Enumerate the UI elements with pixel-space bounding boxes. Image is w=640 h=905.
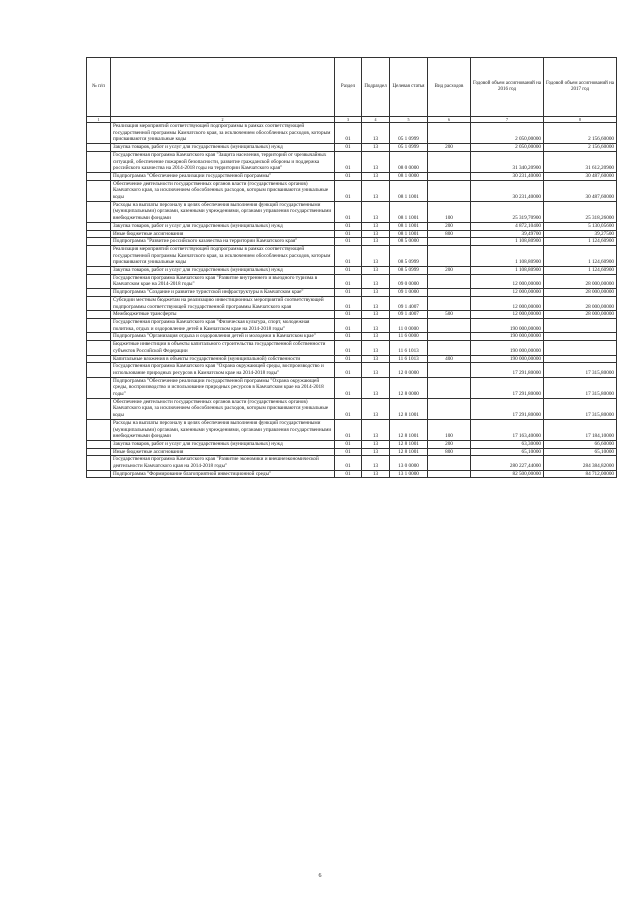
table-row	[87, 311, 617, 319]
cell-a2017: 30 487,60000	[544, 180, 617, 201]
cell-name: Подпрограмма "Формирование благоприятной инвестиционной среды"	[111, 470, 335, 478]
cell-sub: 13	[362, 180, 390, 201]
cell-a2017: 28 000,00000	[544, 296, 617, 310]
cell-a2016: 82 500,00000	[471, 470, 544, 478]
cell-name: Субсидии местным бюджетам на реализацию инвестиционных мероприятий соответствующей подпрограммы соответствующей государственной программы Камчатского края	[111, 296, 335, 310]
header-type: Вид расходов	[428, 58, 471, 117]
table-row	[87, 363, 617, 377]
cell-typ: 200	[428, 222, 471, 230]
cell-sub: 13	[362, 289, 390, 297]
cell-a2017: 25 318,26000	[544, 201, 617, 222]
cell-a2017: 28 000,00000	[544, 289, 617, 297]
cell-num	[87, 419, 111, 440]
table-row	[87, 448, 617, 456]
cell-sub: 13	[362, 151, 390, 172]
cell-sec: 01	[335, 230, 362, 238]
cell-a2017: 66,60000	[544, 440, 617, 448]
table-row	[87, 355, 617, 363]
cell-num	[87, 201, 111, 222]
cell-a2016: 1 108,80900	[471, 238, 544, 246]
cell-art: 09 1 4007	[390, 296, 428, 310]
cell-num	[87, 289, 111, 297]
table-row	[87, 267, 617, 275]
cell-name: Подпрограмма "Развитие российского казачества на территории Камчатского края"	[111, 238, 335, 246]
cell-name: Бюджетные инвестиции в объекты капитального строительства государственной собственности субъектов Российской Федерации	[111, 341, 335, 355]
cell-a2016: 63,30000	[471, 440, 544, 448]
cell-name: Подпрограмма "Организация отдыха и оздоровления детей и молодежи в Камчатском крае"	[111, 333, 335, 341]
cell-a2017	[544, 333, 617, 341]
cell-sub: 13	[362, 238, 390, 246]
cell-art: 09 1 0000	[390, 289, 428, 297]
cell-typ	[428, 296, 471, 310]
cell-a2017: 1 124,60900	[544, 267, 617, 275]
cell-typ: 100	[428, 201, 471, 222]
cell-name: Реализация мероприятий соответствующей подпрограммы в рамках соответствующей государственной программы Камчатского края, за исключением обособленных расходов, которым присваиваются уникальные коды	[111, 245, 335, 266]
cell-a2016: 190 000,00000	[471, 333, 544, 341]
cell-typ: 400	[428, 355, 471, 363]
cell-name: Расходы на выплаты персоналу в целях обеспечения выполнения функций государственными (муниципальными) органами, казенными учреждениями, органами управления государственными внебюджетными фондами	[111, 419, 335, 440]
cell-sec: 01	[335, 377, 362, 398]
cell-name: Подпрограмма "Обеспечение реализации государственной программы"	[111, 172, 335, 180]
cell-num	[87, 222, 111, 230]
cell-sec: 01	[335, 222, 362, 230]
cell-name: Обеспечение деятельности государственных органов власти (государственных органов) Камчатского края, за исключением обособленных расходов, которым присваиваются уникальные коды	[111, 180, 335, 201]
cell-art: 11 6 0000	[390, 333, 428, 341]
cell-a2016: 190 000,00000	[471, 355, 544, 363]
cell-num	[87, 230, 111, 238]
cell-name: Расходы на выплаты персоналу в целях обеспечения выполнения функций государственными (муниципальными) органами, казенными учреждениями, органами управления государственными внебюджетными фондами	[111, 201, 335, 222]
cell-name: Закупка товаров, работ и услуг для государственных (муниципальных) нужд	[111, 267, 335, 275]
cell-typ: 800	[428, 230, 471, 238]
table-row	[87, 245, 617, 266]
cell-name: Государственная программа Камчатского края "Защита населения, территорий от чрезвычайных ситуаций, обеспечение пожарной безопасности, развитие гражданской обороны и поддержка российского казачества на 2014-2018 годы на территории Камчатского края"	[111, 151, 335, 172]
cell-num	[87, 470, 111, 478]
cell-sub: 13	[362, 311, 390, 319]
cell-typ	[428, 151, 471, 172]
cell-a2017: 28 000,00000	[544, 274, 617, 288]
cell-a2016: 1 108,80900	[471, 267, 544, 275]
cell-num	[87, 144, 111, 152]
cell-sec: 01	[335, 180, 362, 201]
cell-a2016: 12 000,00000	[471, 296, 544, 310]
cell-a2016: 190 000,00000	[471, 341, 544, 355]
cell-sub: 13	[362, 222, 390, 230]
cell-art: 12 8 1001	[390, 448, 428, 456]
cell-a2017: 17 315,80000	[544, 398, 617, 419]
cell-a2017: 1 124,60900	[544, 245, 617, 266]
cell-a2016: 31 340,20900	[471, 151, 544, 172]
table-row	[87, 456, 617, 470]
cell-num	[87, 448, 111, 456]
cell-art: 08 1 1001	[390, 201, 428, 222]
table-row	[87, 123, 617, 144]
cell-sub: 13	[362, 456, 390, 470]
cell-sec: 01	[335, 289, 362, 297]
table-row	[87, 470, 617, 478]
cell-sub: 13	[362, 377, 390, 398]
cell-art: 11 6 1013	[390, 341, 428, 355]
cell-sec: 01	[335, 341, 362, 355]
cell-a2017: 284 384,82000	[544, 456, 617, 470]
cell-typ	[428, 318, 471, 332]
cell-a2017: 30 487,60000	[544, 172, 617, 180]
table-row	[87, 274, 617, 288]
cell-a2017: 2 156,60000	[544, 123, 617, 144]
cell-num	[87, 245, 111, 266]
cell-num	[87, 180, 111, 201]
cell-sub: 13	[362, 274, 390, 288]
cell-typ	[428, 377, 471, 398]
cell-typ	[428, 172, 471, 180]
cell-typ	[428, 274, 471, 288]
header-2016: Годовой объем ассигнований на 2016 год	[471, 58, 544, 117]
cell-a2016: 280 227,44000	[471, 456, 544, 470]
cell-sec: 01	[335, 201, 362, 222]
table-row	[87, 296, 617, 310]
column-number: 1	[87, 117, 111, 123]
cell-num	[87, 238, 111, 246]
cell-art: 12 0 0000	[390, 363, 428, 377]
table-row	[87, 333, 617, 341]
cell-a2016: 30 231,40000	[471, 172, 544, 180]
cell-a2016: 65,10000	[471, 448, 544, 456]
cell-a2017: 2 156,60000	[544, 144, 617, 152]
table-row	[87, 230, 617, 238]
cell-a2017: 39,27500	[544, 230, 617, 238]
cell-art: 08 5 0000	[390, 238, 428, 246]
cell-num	[87, 172, 111, 180]
cell-typ	[428, 456, 471, 470]
table-body	[87, 123, 617, 478]
table-row	[87, 222, 617, 230]
table-row	[87, 289, 617, 297]
cell-a2017	[544, 318, 617, 332]
cell-a2016: 17 163,40000	[471, 419, 544, 440]
cell-sub: 13	[362, 318, 390, 332]
cell-num	[87, 377, 111, 398]
column-number: 6	[428, 117, 471, 123]
cell-art: 09 1 4007	[390, 311, 428, 319]
cell-sub: 13	[362, 123, 390, 144]
cell-typ	[428, 289, 471, 297]
cell-typ	[428, 363, 471, 377]
cell-sub: 13	[362, 230, 390, 238]
cell-art: 11 0 0000	[390, 318, 428, 332]
cell-art: 09 0 0000	[390, 274, 428, 288]
cell-a2016: 17 291,80000	[471, 398, 544, 419]
cell-art: 11 6 1013	[390, 355, 428, 363]
cell-typ: 200	[428, 144, 471, 152]
cell-a2016: 2 050,00000	[471, 144, 544, 152]
cell-typ: 200	[428, 267, 471, 275]
header-num: № п/п	[87, 58, 111, 117]
table-row	[87, 341, 617, 355]
cell-name: Обеспечение деятельности государственных органов власти (государственных органов) Камчатского края, за исключением обособленных расходов, которым присваиваются уникальные коды	[111, 398, 335, 419]
cell-sec: 01	[335, 123, 362, 144]
cell-art: 08 1 1001	[390, 230, 428, 238]
table-row	[87, 144, 617, 152]
cell-num	[87, 456, 111, 470]
cell-num	[87, 440, 111, 448]
cell-sec: 01	[335, 296, 362, 310]
cell-typ	[428, 180, 471, 201]
cell-sec: 01	[335, 333, 362, 341]
cell-art: 12 8 0000	[390, 377, 428, 398]
cell-name: Государственная программа Камчатского края "Охрана окружающей среды, воспроизводство и использование природных ресурсов в Камчатском крае на 2014-2018 годы"	[111, 363, 335, 377]
header-article: Целевая статья	[390, 58, 428, 117]
column-number: 7	[471, 117, 544, 123]
cell-sec: 01	[335, 470, 362, 478]
cell-a2017: 1 124,60900	[544, 238, 617, 246]
cell-name: Капитальные вложения в объекты государственной (муниципальной) собственности	[111, 355, 335, 363]
header-row	[87, 58, 617, 117]
cell-name: Иные бюджетные ассигнования	[111, 448, 335, 456]
column-number: 3	[335, 117, 362, 123]
table-row	[87, 440, 617, 448]
cell-sec: 01	[335, 448, 362, 456]
table-row	[87, 151, 617, 172]
table-row	[87, 398, 617, 419]
cell-a2017: 17 315,80000	[544, 363, 617, 377]
cell-name: Закупка товаров, работ и услуг для государственных (муниципальных) нужд	[111, 144, 335, 152]
cell-sub: 13	[362, 172, 390, 180]
cell-num	[87, 363, 111, 377]
cell-typ	[428, 470, 471, 478]
cell-a2016: 17 291,80000	[471, 377, 544, 398]
table-row	[87, 172, 617, 180]
cell-a2017: 17 184,10000	[544, 419, 617, 440]
cell-a2016: 17 291,80000	[471, 363, 544, 377]
cell-art: 13 0 0000	[390, 456, 428, 470]
cell-typ	[428, 123, 471, 144]
cell-typ	[428, 398, 471, 419]
cell-art: 08 0 0000	[390, 151, 428, 172]
cell-a2016: 25 319,70900	[471, 201, 544, 222]
cell-sec: 01	[335, 398, 362, 419]
cell-name: Подпрограмма "Создание и развитие туристской инфраструктуры в Камчатском крае"	[111, 289, 335, 297]
cell-a2017: 31 612,20900	[544, 151, 617, 172]
cell-sub: 13	[362, 448, 390, 456]
cell-sub: 13	[362, 470, 390, 478]
cell-num	[87, 398, 111, 419]
cell-typ	[428, 245, 471, 266]
cell-sec: 01	[335, 456, 362, 470]
cell-a2017: 5 130,05600	[544, 222, 617, 230]
table-row	[87, 238, 617, 246]
cell-sub: 13	[362, 419, 390, 440]
header-2017: Годовой объем ассигнований на 2017 год	[544, 58, 617, 117]
cell-sec: 01	[335, 440, 362, 448]
cell-art: 08 1 1001	[390, 180, 428, 201]
cell-sub: 13	[362, 440, 390, 448]
cell-typ	[428, 238, 471, 246]
cell-a2016: 30 231,40000	[471, 180, 544, 201]
cell-a2017: 17 315,80000	[544, 377, 617, 398]
cell-typ: 500	[428, 311, 471, 319]
cell-sec: 01	[335, 419, 362, 440]
header-subsection: Подраздел	[362, 58, 390, 117]
cell-sub: 13	[362, 341, 390, 355]
cell-name: Межбюджетные трансферты	[111, 311, 335, 319]
cell-typ	[428, 333, 471, 341]
cell-num	[87, 151, 111, 172]
cell-num	[87, 341, 111, 355]
cell-a2017: 84 712,00000	[544, 470, 617, 478]
cell-sec: 01	[335, 355, 362, 363]
cell-sub: 13	[362, 363, 390, 377]
cell-art: 12 8 1001	[390, 440, 428, 448]
cell-sec: 01	[335, 311, 362, 319]
column-number: 8	[544, 117, 617, 123]
cell-art: 12 8 1001	[390, 398, 428, 419]
cell-num	[87, 333, 111, 341]
cell-art: 08 1 1001	[390, 222, 428, 230]
cell-sub: 13	[362, 355, 390, 363]
cell-sub: 13	[362, 245, 390, 266]
cell-sec: 01	[335, 318, 362, 332]
cell-art: 05 1 0999	[390, 144, 428, 152]
cell-art: 08 5 0999	[390, 267, 428, 275]
column-number: 2	[111, 117, 335, 123]
cell-sec: 01	[335, 267, 362, 275]
cell-num	[87, 123, 111, 144]
cell-a2017	[544, 341, 617, 355]
cell-num	[87, 318, 111, 332]
cell-name: Закупка товаров, работ и услуг для государственных (муниципальных) нужд	[111, 440, 335, 448]
column-number: 5	[390, 117, 428, 123]
cell-sub: 13	[362, 267, 390, 275]
column-number: 4	[362, 117, 390, 123]
cell-a2016: 12 000,00000	[471, 289, 544, 297]
cell-name: Государственная программа Камчатского края "Физическая культура, спорт, молодежная политика, отдых и оздоровление детей в Камчатском крае на 2014-2018 годы"	[111, 318, 335, 332]
cell-a2016: 12 000,00000	[471, 274, 544, 288]
cell-a2016: 4 872,10400	[471, 222, 544, 230]
cell-a2017: 28 000,00000	[544, 311, 617, 319]
cell-typ: 800	[428, 448, 471, 456]
cell-sub: 13	[362, 201, 390, 222]
cell-a2017: 65,10000	[544, 448, 617, 456]
cell-art: 12 8 1001	[390, 419, 428, 440]
cell-name: Иные бюджетные ассигнования	[111, 230, 335, 238]
cell-a2016: 2 050,00000	[471, 123, 544, 144]
cell-a2016: 39,49700	[471, 230, 544, 238]
table-row	[87, 318, 617, 332]
cell-sec: 01	[335, 151, 362, 172]
cell-num	[87, 296, 111, 310]
cell-sec: 01	[335, 238, 362, 246]
cell-sec: 01	[335, 274, 362, 288]
cell-sub: 13	[362, 144, 390, 152]
cell-num	[87, 355, 111, 363]
appropriations-table	[86, 57, 617, 478]
cell-name: Закупка товаров, работ и услуг для государственных (муниципальных) нужд	[111, 222, 335, 230]
cell-name: Подпрограмма "Обеспечение реализации государственной программы "Охрана окружающей среды, воспроизводство и использование природных ресурсов в Камчатском крае на 2014-2018 годы"	[111, 377, 335, 398]
cell-typ: 200	[428, 440, 471, 448]
cell-num	[87, 274, 111, 288]
cell-sec: 01	[335, 172, 362, 180]
cell-name: Государственная программа Камчатского края "Развитие экономики и внешнеэкономической деятельности Камчатского края на 2014-2018 годы"	[111, 456, 335, 470]
cell-sec: 01	[335, 144, 362, 152]
header-section: Раздел	[335, 58, 362, 117]
page-number: 6	[318, 873, 322, 879]
cell-a2016: 12 000,00000	[471, 311, 544, 319]
cell-typ	[428, 341, 471, 355]
cell-a2017	[544, 355, 617, 363]
cell-num	[87, 267, 111, 275]
cell-art: 08 5 0999	[390, 245, 428, 266]
cell-art: 08 1 0000	[390, 172, 428, 180]
cell-art: 05 1 0999	[390, 123, 428, 144]
cell-typ: 100	[428, 419, 471, 440]
cell-art: 13 1 0000	[390, 470, 428, 478]
cell-num	[87, 311, 111, 319]
cell-sub: 13	[362, 333, 390, 341]
cell-sub: 13	[362, 296, 390, 310]
cell-sub: 13	[362, 398, 390, 419]
cell-sec: 01	[335, 245, 362, 266]
table-row	[87, 377, 617, 398]
table-row	[87, 419, 617, 440]
table-row	[87, 201, 617, 222]
cell-a2016: 190 000,00000	[471, 318, 544, 332]
cell-a2016: 1 108,80900	[471, 245, 544, 266]
cell-sec: 01	[335, 363, 362, 377]
cell-name: Реализация мероприятий соответствующей подпрограммы в рамках соответствующей государственной программы Камчатского края, за исключением обособленных расходов, которым присваиваются уникальные коды	[111, 123, 335, 144]
table-row	[87, 180, 617, 201]
header-name	[111, 58, 335, 117]
cell-name: Государственная программа Камчатского края "Развитие внутреннего и въездного туризма в Камчатском крае на 2014-2018 годы"	[111, 274, 335, 288]
